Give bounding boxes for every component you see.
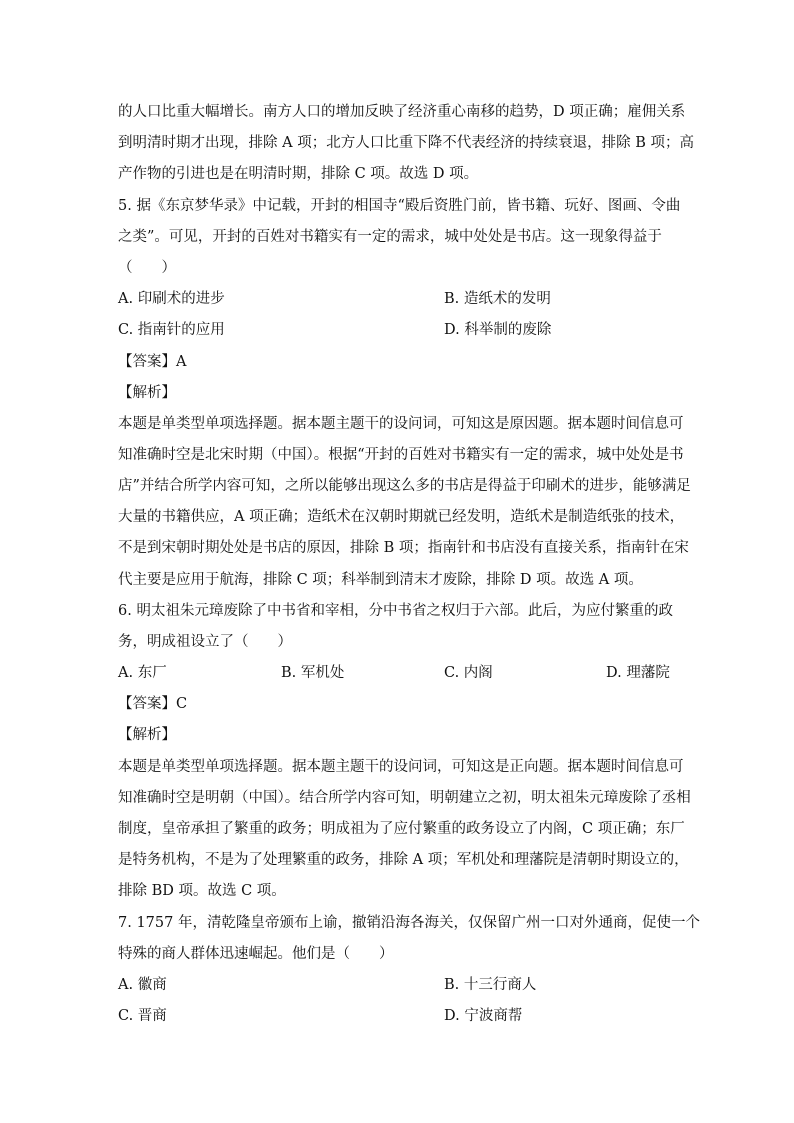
q5-option-b: B. 造纸术的发明 bbox=[444, 291, 551, 307]
q6-option-c: C. 内阁 bbox=[444, 665, 493, 681]
q5-analysis-line: 本题是单类型单项选择题。据本题主题干的设问词，可知这是原因题。据本题时间信息可 bbox=[118, 416, 684, 432]
q5-stem-line: 之类”。可见，开封的百姓对书籍实有一定的需求，城中处处是书店。这一现象得益于 bbox=[118, 229, 662, 245]
q5-analysis-label: 【解析】 bbox=[118, 385, 176, 401]
q5-stem-line: 5. 据《东京梦华录》中记载，开封的相国寺“殿后资胜门前，皆书籍、玩好、图画、令曲 bbox=[118, 198, 681, 214]
q5-analysis-line: 代主要是应用于航海，排除 C 项；科举制到清末才废除，排除 D 项。故选 A 项。 bbox=[118, 572, 643, 588]
q6-analysis-line: 知准确时空是明朝（中国）。结合所学内容可知，明朝建立之初，明太祖朱元璋废除了丞相 bbox=[118, 790, 691, 806]
q6-analysis-line: 本题是单类型单项选择题。据本题主题干的设问词，可知这是正向题。据本题时间信息可 bbox=[118, 759, 684, 775]
q6-stem-line: 务，明成祖设立了（ ） bbox=[118, 634, 292, 650]
q5-option-a: A. 印刷术的进步 bbox=[118, 291, 225, 307]
q5-option-c: C. 指南针的应用 bbox=[118, 322, 225, 338]
intro-line: 到明清时期才出现，排除 A 项；北方人口比重下降不代表经济的持续衰退，排除 B 项；高 bbox=[118, 135, 695, 151]
q7-stem-line: 7. 1757 年，清乾隆皇帝颁布上谕，撤销沿海各海关，仅保留广州一口对外通商，促使一个 bbox=[118, 915, 700, 931]
q6-answer: 【答案】C bbox=[118, 696, 188, 712]
q7-option-a: A. 徽商 bbox=[118, 977, 167, 993]
q6-option-a: A. 东厂 bbox=[118, 665, 167, 681]
q5-stem-line: （ ） bbox=[118, 260, 176, 276]
q5-analysis-line: 不是到宋朝时期处处是书店的原因，排除 B 项；指南针和书店没有直接关系，指南针在宋 bbox=[118, 540, 689, 556]
intro-line: 产作物的引进也是在明清时期，排除 C 项。故选 D 项。 bbox=[118, 166, 479, 182]
q7-stem-line: 特殊的商人群体迅速崛起。他们是（ ） bbox=[118, 946, 394, 962]
q6-analysis-line: 制度，皇帝承担了繁重的政务；明成祖为了应付繁重的政务设立了内阁，C 项正确；东厂 bbox=[118, 821, 685, 837]
q7-option-d: D. 宁波商帮 bbox=[444, 1008, 523, 1024]
intro-line: 的人口比重大幅增长。南方人口的增加反映了经济重心南移的趋势，D 项正确；雇佣关系 bbox=[118, 104, 686, 120]
q6-analysis-label: 【解析】 bbox=[118, 727, 176, 743]
q5-analysis-line: 知准确时空是北宋时期（中国）。根据“开封的百姓对书籍实有一定的需求，城中处处是书 bbox=[118, 447, 684, 463]
q7-option-b: B. 十三行商人 bbox=[444, 977, 537, 993]
q5-answer: 【答案】A bbox=[118, 354, 187, 370]
q5-option-d: D. 科举制的废除 bbox=[444, 322, 552, 338]
q6-stem-line: 6. 明太祖朱元璋废除了中书省和宰相，分中书省之权归于六部。此后，为应付繁重的政 bbox=[118, 603, 673, 619]
q6-analysis-line: 排除 BD 项。故选 C 项。 bbox=[118, 883, 286, 899]
q6-option-b: B. 军机处 bbox=[281, 665, 345, 681]
q6-analysis-line: 是特务机构，不是为了处理繁重的政务，排除 A 项；军机处和理藩院是清朝时期设立的， bbox=[118, 852, 689, 868]
q5-analysis-line: 大量的书籍供应，A 项正确；造纸术在汉朝时期就已经发明，造纸术是制造纸张的技术， bbox=[118, 509, 685, 525]
q5-analysis-line: 店”并结合所学内容可知，之所以能够出现这么多的书店是得益于印刷术的进步，能够满足 bbox=[118, 478, 691, 494]
q7-option-c: C. 晋商 bbox=[118, 1008, 167, 1024]
q6-option-d: D. 理藩院 bbox=[606, 665, 670, 681]
